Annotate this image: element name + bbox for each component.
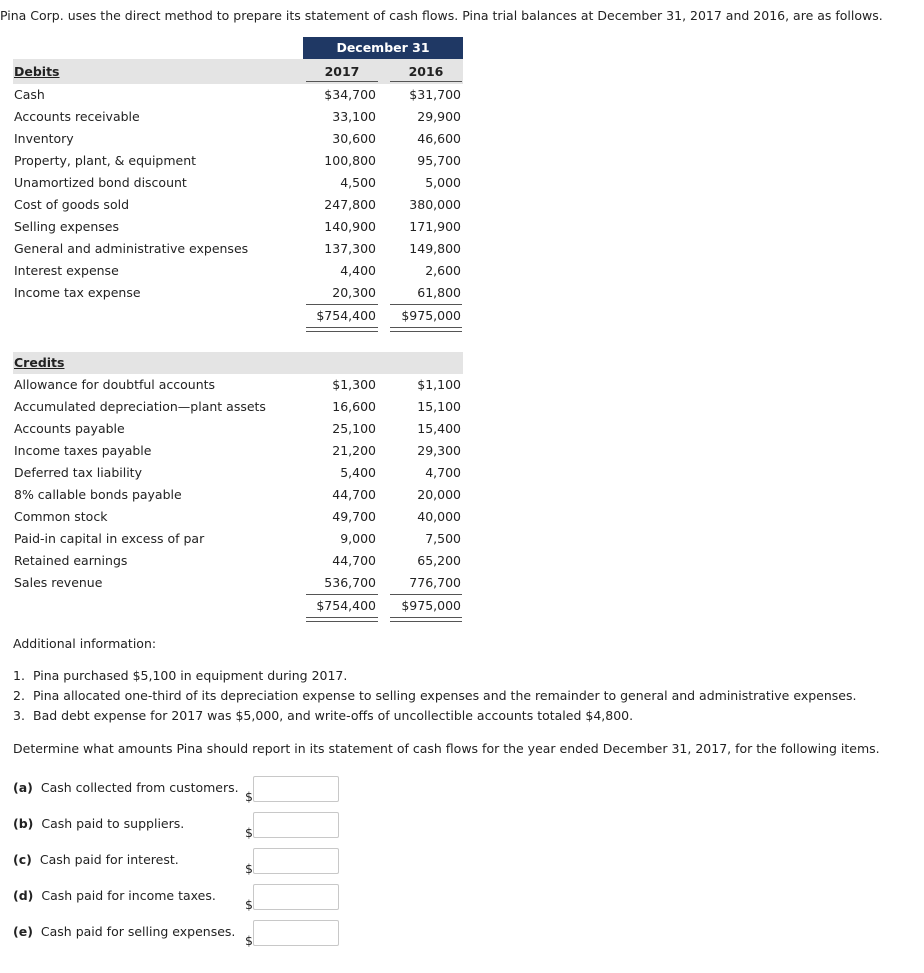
value-2016: 2,600 <box>425 263 461 278</box>
account-label: Common stock <box>14 509 108 524</box>
year-2016-header: 2016 <box>408 64 444 79</box>
credits-heading: Credits <box>14 355 65 370</box>
value-2016: 380,000 <box>409 197 461 212</box>
table-row <box>13 528 463 550</box>
item-label <box>13 780 239 795</box>
debits-header-row <box>13 59 463 84</box>
notes-list <box>13 666 856 726</box>
credit-rows <box>13 374 463 594</box>
item-letter: (b) <box>13 816 34 831</box>
table-row <box>13 572 463 594</box>
item-label <box>13 924 235 939</box>
value-2016: 46,600 <box>417 131 461 146</box>
value-2017: 4,400 <box>340 263 376 278</box>
value-2017: 5,400 <box>340 465 376 480</box>
dollar-sign: $ <box>245 933 253 948</box>
value-2016: 171,900 <box>409 219 461 234</box>
account-label: Unamortized bond discount <box>14 175 187 190</box>
value-2017: 536,700 <box>324 575 376 590</box>
item-text: Cash paid for interest. <box>39 852 179 867</box>
account-label: Income tax expense <box>14 285 141 300</box>
table-row <box>13 216 463 238</box>
debits-total-2016: $975,000 <box>401 308 461 323</box>
account-label: Income taxes payable <box>14 443 152 458</box>
dollar-sign: $ <box>245 897 253 912</box>
account-label: Sales revenue <box>14 575 103 590</box>
value-2016: 29,300 <box>417 443 461 458</box>
note-number: 1. <box>13 668 25 683</box>
account-label: Retained earnings <box>14 553 128 568</box>
value-2017: 20,300 <box>332 285 376 300</box>
table-row <box>13 440 463 462</box>
value-2017: 247,800 <box>324 197 376 212</box>
credits-header-row <box>13 352 463 374</box>
account-label: Property, plant, & equipment <box>14 153 197 168</box>
table-row <box>13 282 463 304</box>
year-2017-header: 2017 <box>324 64 360 79</box>
table-row <box>13 396 463 418</box>
account-label: Cost of goods sold <box>14 197 130 212</box>
debits-total-2017: $754,400 <box>316 308 376 323</box>
debits-total-row <box>13 304 463 328</box>
item-letter: (e) <box>13 924 33 939</box>
value-2017: 4,500 <box>340 175 376 190</box>
debits-heading: Debits <box>14 64 60 79</box>
item-text: Cash paid to suppliers. <box>41 816 185 831</box>
value-2017: 33,100 <box>332 109 376 124</box>
table-header-row <box>13 37 463 59</box>
value-2016: 15,400 <box>417 421 461 436</box>
answer-input[interactable] <box>253 776 339 802</box>
account-label: Paid-in capital in excess of par <box>14 531 205 546</box>
item-text: Cash paid for income taxes. <box>41 888 216 903</box>
table-row <box>13 106 463 128</box>
value-2016: 61,800 <box>417 285 461 300</box>
value-2017: 25,100 <box>332 421 376 436</box>
trial-balance-table <box>13 37 463 618</box>
note-text: Pina allocated one-third of its depreciation expense to selling expenses and the remainder to general and administrative expenses. <box>33 688 857 703</box>
table-row <box>13 128 463 150</box>
account-label: Cash <box>14 87 45 102</box>
answer-input[interactable] <box>253 812 339 838</box>
value-2016: 20,000 <box>417 487 461 502</box>
answer-input[interactable] <box>253 920 339 946</box>
account-label: 8% callable bonds payable <box>14 487 182 502</box>
account-label: General and administrative expenses <box>14 241 249 256</box>
account-label: Accounts payable <box>14 421 125 436</box>
note-item <box>13 666 856 686</box>
table-row <box>13 462 463 484</box>
account-label: Inventory <box>14 131 74 146</box>
answer-input[interactable] <box>253 884 339 910</box>
account-label: Interest expense <box>14 263 119 278</box>
value-2016: 149,800 <box>409 241 461 256</box>
value-2017: 140,900 <box>324 219 376 234</box>
table-row <box>13 84 463 106</box>
intro-text: Pina Corp. uses the direct method to prepare its statement of cash flows. Pina trial balances at December 31, 2017 and 2016, are as follows. <box>0 8 883 23</box>
value-2016: 4,700 <box>425 465 461 480</box>
credits-total-2017: $754,400 <box>316 598 376 613</box>
table-row <box>13 172 463 194</box>
table-row <box>13 260 463 282</box>
note-text: Pina purchased $5,100 in equipment during 2017. <box>33 668 348 683</box>
value-2016: $31,700 <box>409 87 461 102</box>
value-2016: 95,700 <box>417 153 461 168</box>
credits-total-row <box>13 594 463 618</box>
item-text: Cash collected from customers. <box>40 780 239 795</box>
value-2016: 7,500 <box>425 531 461 546</box>
value-2017: 100,800 <box>324 153 376 168</box>
account-label: Accumulated depreciation—plant assets <box>14 399 266 414</box>
note-text: Bad debt expense for 2017 was $5,000, and write-offs of uncollectible accounts totaled $4,800. <box>33 708 634 723</box>
account-label: Accounts receivable <box>14 109 140 124</box>
value-2016: 40,000 <box>417 509 461 524</box>
double-rule <box>390 617 462 622</box>
double-rule <box>306 617 378 622</box>
table-row <box>13 374 463 396</box>
table-row <box>13 150 463 172</box>
value-2016: 29,900 <box>417 109 461 124</box>
dollar-sign: $ <box>245 789 253 804</box>
value-2017: 137,300 <box>324 241 376 256</box>
value-2016: $1,100 <box>417 377 461 392</box>
value-2016: 15,100 <box>417 399 461 414</box>
table-row <box>13 238 463 260</box>
double-rule <box>390 327 462 332</box>
item-label <box>13 888 216 903</box>
item-text: Cash paid for selling expenses. <box>40 924 236 939</box>
year-2016-underline <box>390 81 462 82</box>
item-letter: (d) <box>13 888 34 903</box>
december-31-header: December 31 <box>303 37 463 59</box>
table-row <box>13 194 463 216</box>
value-2017: $34,700 <box>324 87 376 102</box>
value-2016: 776,700 <box>409 575 461 590</box>
account-label: Allowance for doubtful accounts <box>14 377 216 392</box>
dollar-sign: $ <box>245 861 253 876</box>
value-2017: 49,700 <box>332 509 376 524</box>
value-2016: 5,000 <box>425 175 461 190</box>
value-2017: 30,600 <box>332 131 376 146</box>
debit-rows <box>13 84 463 304</box>
account-label: Selling expenses <box>14 219 120 234</box>
note-number: 2. <box>13 688 25 703</box>
answer-input[interactable] <box>253 848 339 874</box>
item-letter: (a) <box>13 780 33 795</box>
value-2017: 44,700 <box>332 487 376 502</box>
item-label <box>13 852 179 867</box>
value-2017: 9,000 <box>340 531 376 546</box>
additional-info-label: Additional information: <box>13 636 157 651</box>
table-row <box>13 484 463 506</box>
table-row <box>13 550 463 572</box>
item-label <box>13 816 184 831</box>
note-item <box>13 706 856 726</box>
account-label: Deferred tax liability <box>14 465 142 480</box>
table-row <box>13 418 463 440</box>
dollar-sign: $ <box>245 825 253 840</box>
item-letter: (c) <box>13 852 32 867</box>
question-text: Determine what amounts Pina should report in its statement of cash flows for the year ended December 31, 2017, for the following items. <box>13 741 880 756</box>
year-2017-underline <box>306 81 378 82</box>
value-2017: $1,300 <box>332 377 376 392</box>
value-2017: 16,600 <box>332 399 376 414</box>
value-2017: 21,200 <box>332 443 376 458</box>
table-row <box>13 506 463 528</box>
note-number: 3. <box>13 708 25 723</box>
note-item <box>13 686 856 706</box>
double-rule <box>306 327 378 332</box>
credits-total-2016: $975,000 <box>401 598 461 613</box>
value-2016: 65,200 <box>417 553 461 568</box>
value-2017: 44,700 <box>332 553 376 568</box>
